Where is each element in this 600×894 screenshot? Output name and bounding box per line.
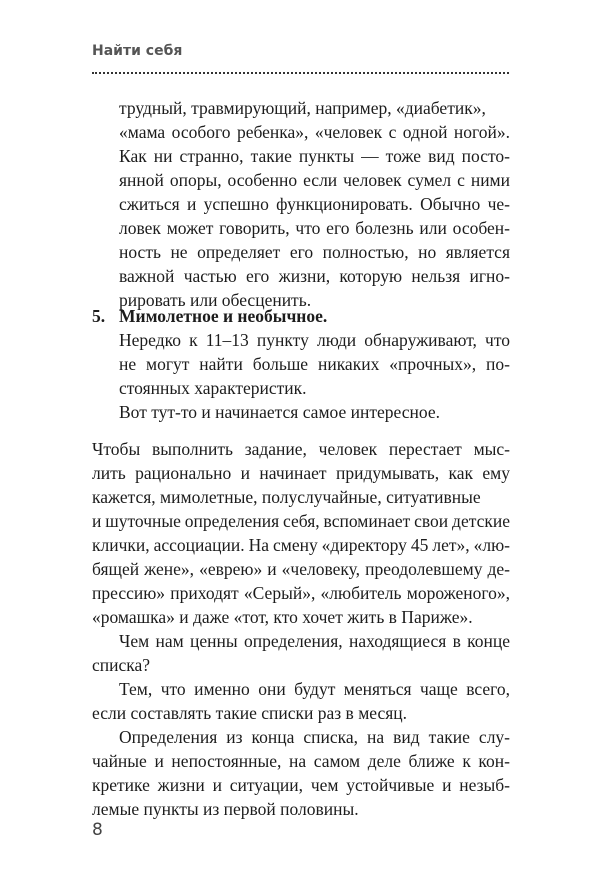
list-continuation-line: ловек может говорить, что его болезнь или особен- xyxy=(119,218,510,238)
body-text-line: Чтобы выполнить задание, человек перестает мыс- xyxy=(92,439,510,459)
list-continuation-line: рировать или обесценить. xyxy=(119,290,312,310)
body-text-line: «ромашка» и даже «тот, кто хочет жить в Париже». xyxy=(92,607,473,627)
body-text-line: клички, ассоциации. На смену «директору 45 лет», «лю- xyxy=(92,535,510,555)
list-item-number: 5. xyxy=(92,306,106,326)
body-text-line: лить рационально и начинает придумывать, как ему xyxy=(92,463,510,483)
body-text-line: Определения из конца списка, на вид такие слу- xyxy=(119,727,510,747)
list-continuation-line: «мама особого ребенка», «человек с одной ногой». xyxy=(119,122,510,142)
body-text-line: лемые пункты из первой половины. xyxy=(92,799,359,819)
body-text-line: Тем, что именно они будут меняться чаще всего, xyxy=(119,679,510,699)
body-text-line: кажется, мимолетные, полуслучайные, ситуативные xyxy=(92,487,481,507)
header-rule xyxy=(92,72,509,74)
list-continuation-line: важной частью его жизни, которую нельзя игно- xyxy=(119,266,510,286)
list-continuation-line: Как ни странно, такие пункты — тоже вид посто- xyxy=(119,146,510,166)
body-text-line: если составлять такие списки раз в месяц. xyxy=(92,703,408,723)
body-text-line: бящей жене», «еврею» и «человеку, преодолевшему де- xyxy=(92,559,510,579)
body-text-line: чайные и непостоянные, на самом деле ближе к кон- xyxy=(92,751,510,771)
body-text-line: списка? xyxy=(92,655,151,675)
list-continuation-line: сжиться и успешно функционировать. Обычно че- xyxy=(119,194,510,214)
list-item-line: Нередко к 11–13 пункту люди обнаруживают, что xyxy=(119,330,510,350)
body-text-line: и шуточные определения себя, вспоминает свои детские xyxy=(92,511,510,531)
body-text-line: кретике жизни и ситуации, чем устойчивые и незыб- xyxy=(92,775,510,795)
list-item-title: Мимолетное и необычное. xyxy=(119,306,328,326)
list-item-line: стоянных характеристик. xyxy=(119,378,307,398)
list-continuation-line: трудный, травмирующий, например, «диабетик», xyxy=(119,98,486,118)
body-text-line: прессию» приходят «Серый», «любитель мороженого», xyxy=(92,583,510,603)
body-text-line: Чем нам ценны определения, находящиеся в конце xyxy=(119,631,510,651)
list-continuation-line: ность не определяет его полностью, но является xyxy=(119,242,510,262)
list-item-line: не могут найти больше никаких «прочных», по- xyxy=(119,354,510,374)
list-item-line: Вот тут-то и начинается самое интересное. xyxy=(119,402,440,422)
running-head: Найти себя xyxy=(92,43,183,59)
page-number: 8 xyxy=(92,820,103,840)
list-continuation-line: янной опоры, особенно если человек сумел с ними xyxy=(119,170,510,190)
